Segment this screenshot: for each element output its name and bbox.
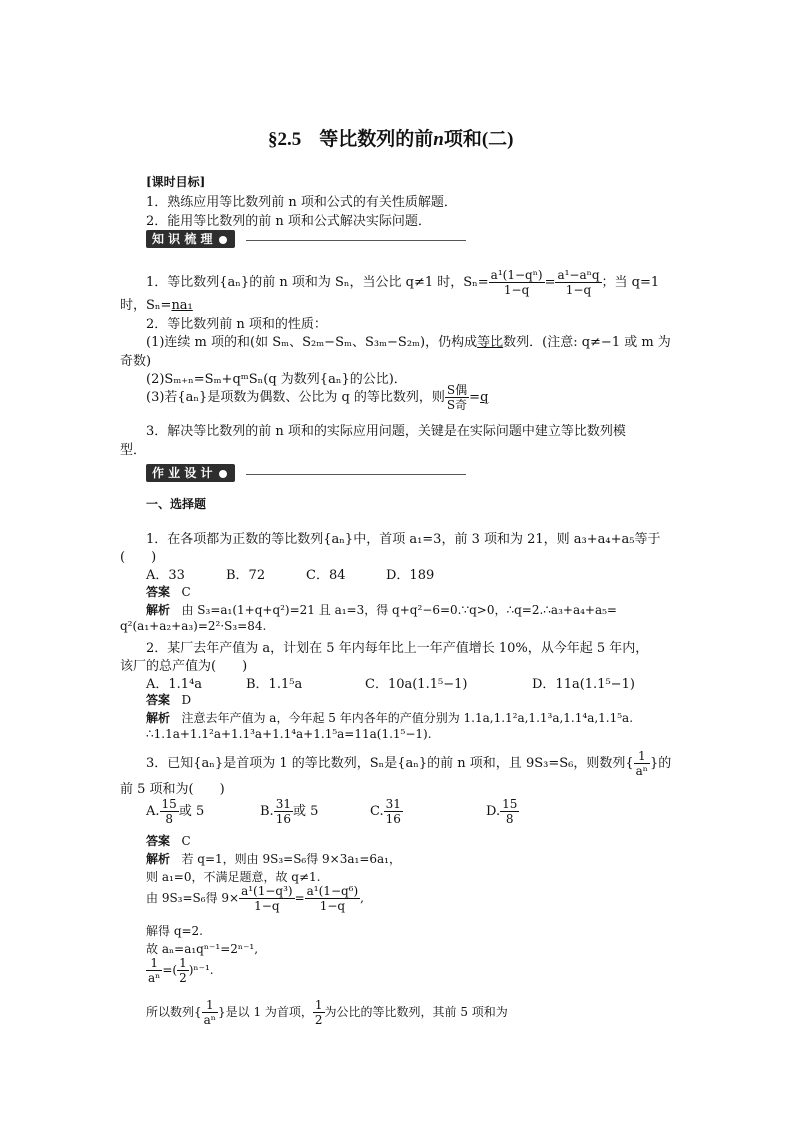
title-text: 等比数列的前 bbox=[319, 129, 434, 150]
title-tail: 项和(二) bbox=[443, 129, 514, 150]
q3-stem-2: 前 5 项和为( ) bbox=[120, 782, 225, 797]
knowledge-2-p1 bbox=[146, 331, 671, 350]
analysis-fraction bbox=[305, 884, 361, 913]
goals-heading: [课时目标] bbox=[146, 175, 206, 189]
section-label-text: 知 识 梳 理 bbox=[152, 232, 213, 246]
frac-num: 15 bbox=[161, 797, 177, 811]
analysis-fraction bbox=[239, 884, 295, 913]
q1-option-b: B．72 bbox=[226, 568, 266, 583]
frac-den: aⁿ bbox=[635, 764, 648, 778]
q3-analysis-6 bbox=[146, 956, 214, 985]
analysis-text: 由 S₃=a₁(1+q+q²)=21 且 a₁=3，得 q+q²−6=0.∵q>0，∴q=2.∴a₃+a₄+a₅= bbox=[181, 603, 617, 617]
section-label-homework bbox=[146, 464, 235, 482]
k2-p3-num: S偶 bbox=[446, 383, 468, 397]
q2-answer bbox=[146, 691, 191, 708]
q3-stem-text: 3．已知{aₙ}是首项为 1 的等比数列，Sₙ是{aₙ}的前 n 项和，且 9S₃=S₆，则数列{ bbox=[146, 756, 634, 771]
option-letter: A. bbox=[146, 804, 160, 819]
q1-paren: ( ) bbox=[120, 550, 157, 565]
k1-answer: na₁ bbox=[171, 298, 193, 313]
part-heading: 一、选择题 bbox=[146, 497, 207, 511]
q3-analysis-7 bbox=[146, 998, 508, 1027]
frac-den: 1−q bbox=[254, 899, 280, 913]
frac-den: 8 bbox=[165, 812, 173, 826]
frac-num: a¹(1−q⁶) bbox=[306, 884, 359, 898]
q2-option-d: D．11a(1.1⁵−1) bbox=[532, 677, 635, 692]
q3-analysis-2: 则 a₁=0，不满足题意，故 q≠1. bbox=[146, 870, 321, 884]
frac-den: 2 bbox=[314, 1013, 323, 1027]
frac-den: 2 bbox=[179, 971, 187, 985]
answer-value: C bbox=[181, 834, 191, 848]
frac-den: 16 bbox=[275, 812, 291, 826]
option-letter: B. bbox=[260, 804, 274, 819]
q3-answer bbox=[146, 832, 191, 849]
k1-fraction-2 bbox=[555, 268, 601, 297]
knowledge-3: 3．解决等比数列的前 n 项和的实际应用问题，关键是在实际问题中建立等比数列模 bbox=[146, 424, 626, 439]
analysis-text: }是以 1 为首项， bbox=[218, 1005, 313, 1019]
q2-analysis-2: ∴1.1a+1.1²a+1.1³a+1.1⁴a+1.1⁵a=11a(1.1⁵−1). bbox=[146, 727, 432, 741]
option-suffix: 或 5 bbox=[292, 804, 319, 819]
knowledge-2-p1d: 奇数) bbox=[120, 354, 152, 369]
analysis-text: =( bbox=[162, 963, 178, 977]
frac-num: 31 bbox=[275, 797, 291, 811]
k1-f2-num: a¹−aⁿq bbox=[557, 268, 600, 282]
analysis-label: 解析 bbox=[146, 711, 171, 725]
option-letter: D. bbox=[486, 804, 501, 819]
analysis-eq: = bbox=[294, 891, 305, 905]
analysis-text: )ⁿ⁻¹. bbox=[188, 963, 214, 977]
section-label-text: 作 业 设 计 bbox=[152, 466, 213, 480]
answer-value: D bbox=[181, 693, 192, 707]
q1-analysis-2: q²(a₁+a₂+a₃)=2²·S₃=84. bbox=[120, 619, 267, 633]
q2-option-c: C．10a(1.1⁵−1) bbox=[365, 677, 468, 692]
analysis-text: , bbox=[360, 891, 364, 905]
section-rule bbox=[246, 240, 466, 241]
frac-num: 1 bbox=[179, 956, 187, 970]
q1-stem: 1．在各项都为正数的等比数列{aₙ}中，首项 a₁=3，前 3 项和为 21，则 a₃+a₄+a₅等于 bbox=[146, 532, 661, 547]
q1-option-a: A．33 bbox=[146, 568, 185, 583]
k2-p3c: q bbox=[480, 390, 489, 405]
section-number: §2.5 bbox=[268, 129, 302, 150]
frac-num: 1 bbox=[314, 998, 323, 1012]
frac-num: 31 bbox=[385, 797, 401, 811]
q3-stem-1 bbox=[146, 749, 671, 778]
frac-num: 1 bbox=[202, 998, 218, 1013]
title-n: n bbox=[433, 129, 444, 150]
answer-label: 答案 bbox=[146, 693, 171, 707]
analysis-text: 注意去年产值为 a，今年起 5 年内各年的产值分别为 1.1a,1.1²a,1.1³a,1.1⁴a,1.1⁵a. bbox=[181, 711, 634, 725]
q1-option-c: C．84 bbox=[306, 568, 346, 583]
analysis-text: 若 q=1，则由 9S₃=S₆得 9×3a₁=6a₁， bbox=[181, 852, 401, 866]
k2-p1a: (1)连续 m 项的和(如 Sₘ、S₂ₘ−Sₘ、S₃ₘ−S₂ₘ)，仍构成 bbox=[146, 335, 478, 350]
frac-num: a¹(1−q³) bbox=[241, 884, 293, 898]
knowledge-1 bbox=[146, 268, 659, 297]
knowledge-2: 2．等比数列前 n 项和的性质： bbox=[146, 317, 327, 332]
q2-stem-1: 2．某厂去年产值为 a，计划在 5 年内每年比上一年产值增长 10%，从今年起 5 年内， bbox=[146, 641, 649, 656]
analysis-fraction bbox=[177, 956, 189, 985]
frac-den: aⁿ bbox=[148, 971, 161, 985]
bullet-dot-icon bbox=[219, 236, 227, 244]
knowledge-3-cont: 型． bbox=[120, 443, 147, 458]
analysis-label: 解析 bbox=[146, 603, 171, 617]
goal-item-2: 2．能用等比数列的前 n 项和公式解决实际问题． bbox=[146, 214, 431, 229]
q2-stem-2: 该厂的总产值为( ) bbox=[120, 659, 248, 674]
k1-f1-den: 1−q bbox=[503, 283, 530, 297]
analysis-label: 解析 bbox=[146, 852, 171, 866]
q3-stem-end: }的 bbox=[649, 756, 672, 771]
frac-num: 1 bbox=[634, 749, 650, 764]
q3-option-c bbox=[370, 797, 403, 826]
k2-p3b: = bbox=[469, 390, 481, 405]
frac-num: 15 bbox=[502, 797, 518, 811]
q2-analysis bbox=[146, 709, 633, 726]
q3-option-d bbox=[486, 797, 519, 826]
k1-f2-den: 1−q bbox=[565, 283, 592, 297]
option-letter: C. bbox=[370, 804, 384, 819]
q1-analysis bbox=[146, 601, 617, 618]
analysis-fraction bbox=[146, 956, 162, 985]
frac-den: 8 bbox=[505, 812, 514, 826]
k2-p3-fraction bbox=[445, 383, 469, 412]
q3-option-b bbox=[260, 797, 318, 826]
q3-analysis-4: 解得 q=2. bbox=[146, 924, 204, 938]
goal-item-1: 1．熟练应用等比数列前 n 项和公式的有关性质解题． bbox=[146, 195, 457, 210]
answer-label: 答案 bbox=[146, 585, 171, 599]
section-label-knowledge bbox=[146, 230, 235, 248]
option-fraction bbox=[384, 797, 403, 826]
k2-p1c: 数列．(注意: q≠−1 或 m 为 bbox=[503, 335, 671, 350]
option-fraction bbox=[500, 797, 519, 826]
analysis-fraction bbox=[313, 998, 325, 1027]
q2-option-b: B．1.1⁵a bbox=[246, 677, 303, 692]
analysis-text: 为公比的等比数列，其前 5 项和为 bbox=[324, 1005, 508, 1019]
k2-p3-den: S奇 bbox=[446, 398, 468, 412]
bullet-dot-icon bbox=[219, 470, 227, 478]
analysis-text: 所以数列{ bbox=[146, 1005, 202, 1019]
k2-p3a: (3)若{aₙ}是项数为偶数、公比为 q 的等比数列，则 bbox=[146, 390, 445, 405]
knowledge-2-p2: (2)Sₘ₊ₙ=Sₘ+qᵐSₙ(q 为数列{aₙ}的公比)． bbox=[146, 372, 407, 387]
q3-analysis-5: 故 aₙ=a₁qⁿ⁻¹=2ⁿ⁻¹, bbox=[146, 942, 259, 956]
k2-p1b: 等比 bbox=[477, 335, 504, 350]
q1-answer bbox=[146, 583, 191, 600]
q2-option-a: A．1.1⁴a bbox=[146, 677, 203, 692]
page-title bbox=[268, 124, 514, 151]
q3-stem-fraction bbox=[634, 749, 650, 778]
knowledge-2-p3 bbox=[146, 383, 488, 412]
analysis-text: 由 9S₃=S₆得 9× bbox=[146, 891, 240, 905]
section-rule bbox=[246, 474, 466, 475]
analysis-fraction bbox=[202, 998, 218, 1027]
q3-option-a bbox=[146, 797, 204, 826]
option-fraction bbox=[160, 797, 179, 826]
frac-den: aⁿ bbox=[203, 1013, 216, 1027]
k1-text-c: 时，Sₙ= bbox=[120, 298, 172, 313]
option-fraction bbox=[274, 797, 293, 826]
frac-den: 16 bbox=[385, 812, 401, 826]
answer-value: C bbox=[181, 585, 191, 599]
k1-eq: = bbox=[544, 275, 556, 290]
q3-analysis bbox=[146, 850, 401, 867]
frac-den: 1−q bbox=[319, 899, 346, 913]
knowledge-1-cont bbox=[120, 294, 193, 313]
q1-option-d: D．189 bbox=[386, 568, 435, 583]
k1-text-b: ；当 q=1 bbox=[601, 275, 660, 290]
answer-label: 答案 bbox=[146, 834, 171, 848]
option-suffix: 或 5 bbox=[178, 804, 205, 819]
q3-analysis-3 bbox=[146, 884, 364, 913]
k1-fraction-1 bbox=[489, 268, 545, 297]
frac-num: 1 bbox=[146, 956, 162, 971]
k1-f1-num: a¹(1−qⁿ) bbox=[490, 268, 543, 282]
k1-text-a: 1．等比数列{aₙ}的前 n 项和为 Sₙ，当公比 q≠1 时，Sₙ= bbox=[146, 275, 489, 290]
